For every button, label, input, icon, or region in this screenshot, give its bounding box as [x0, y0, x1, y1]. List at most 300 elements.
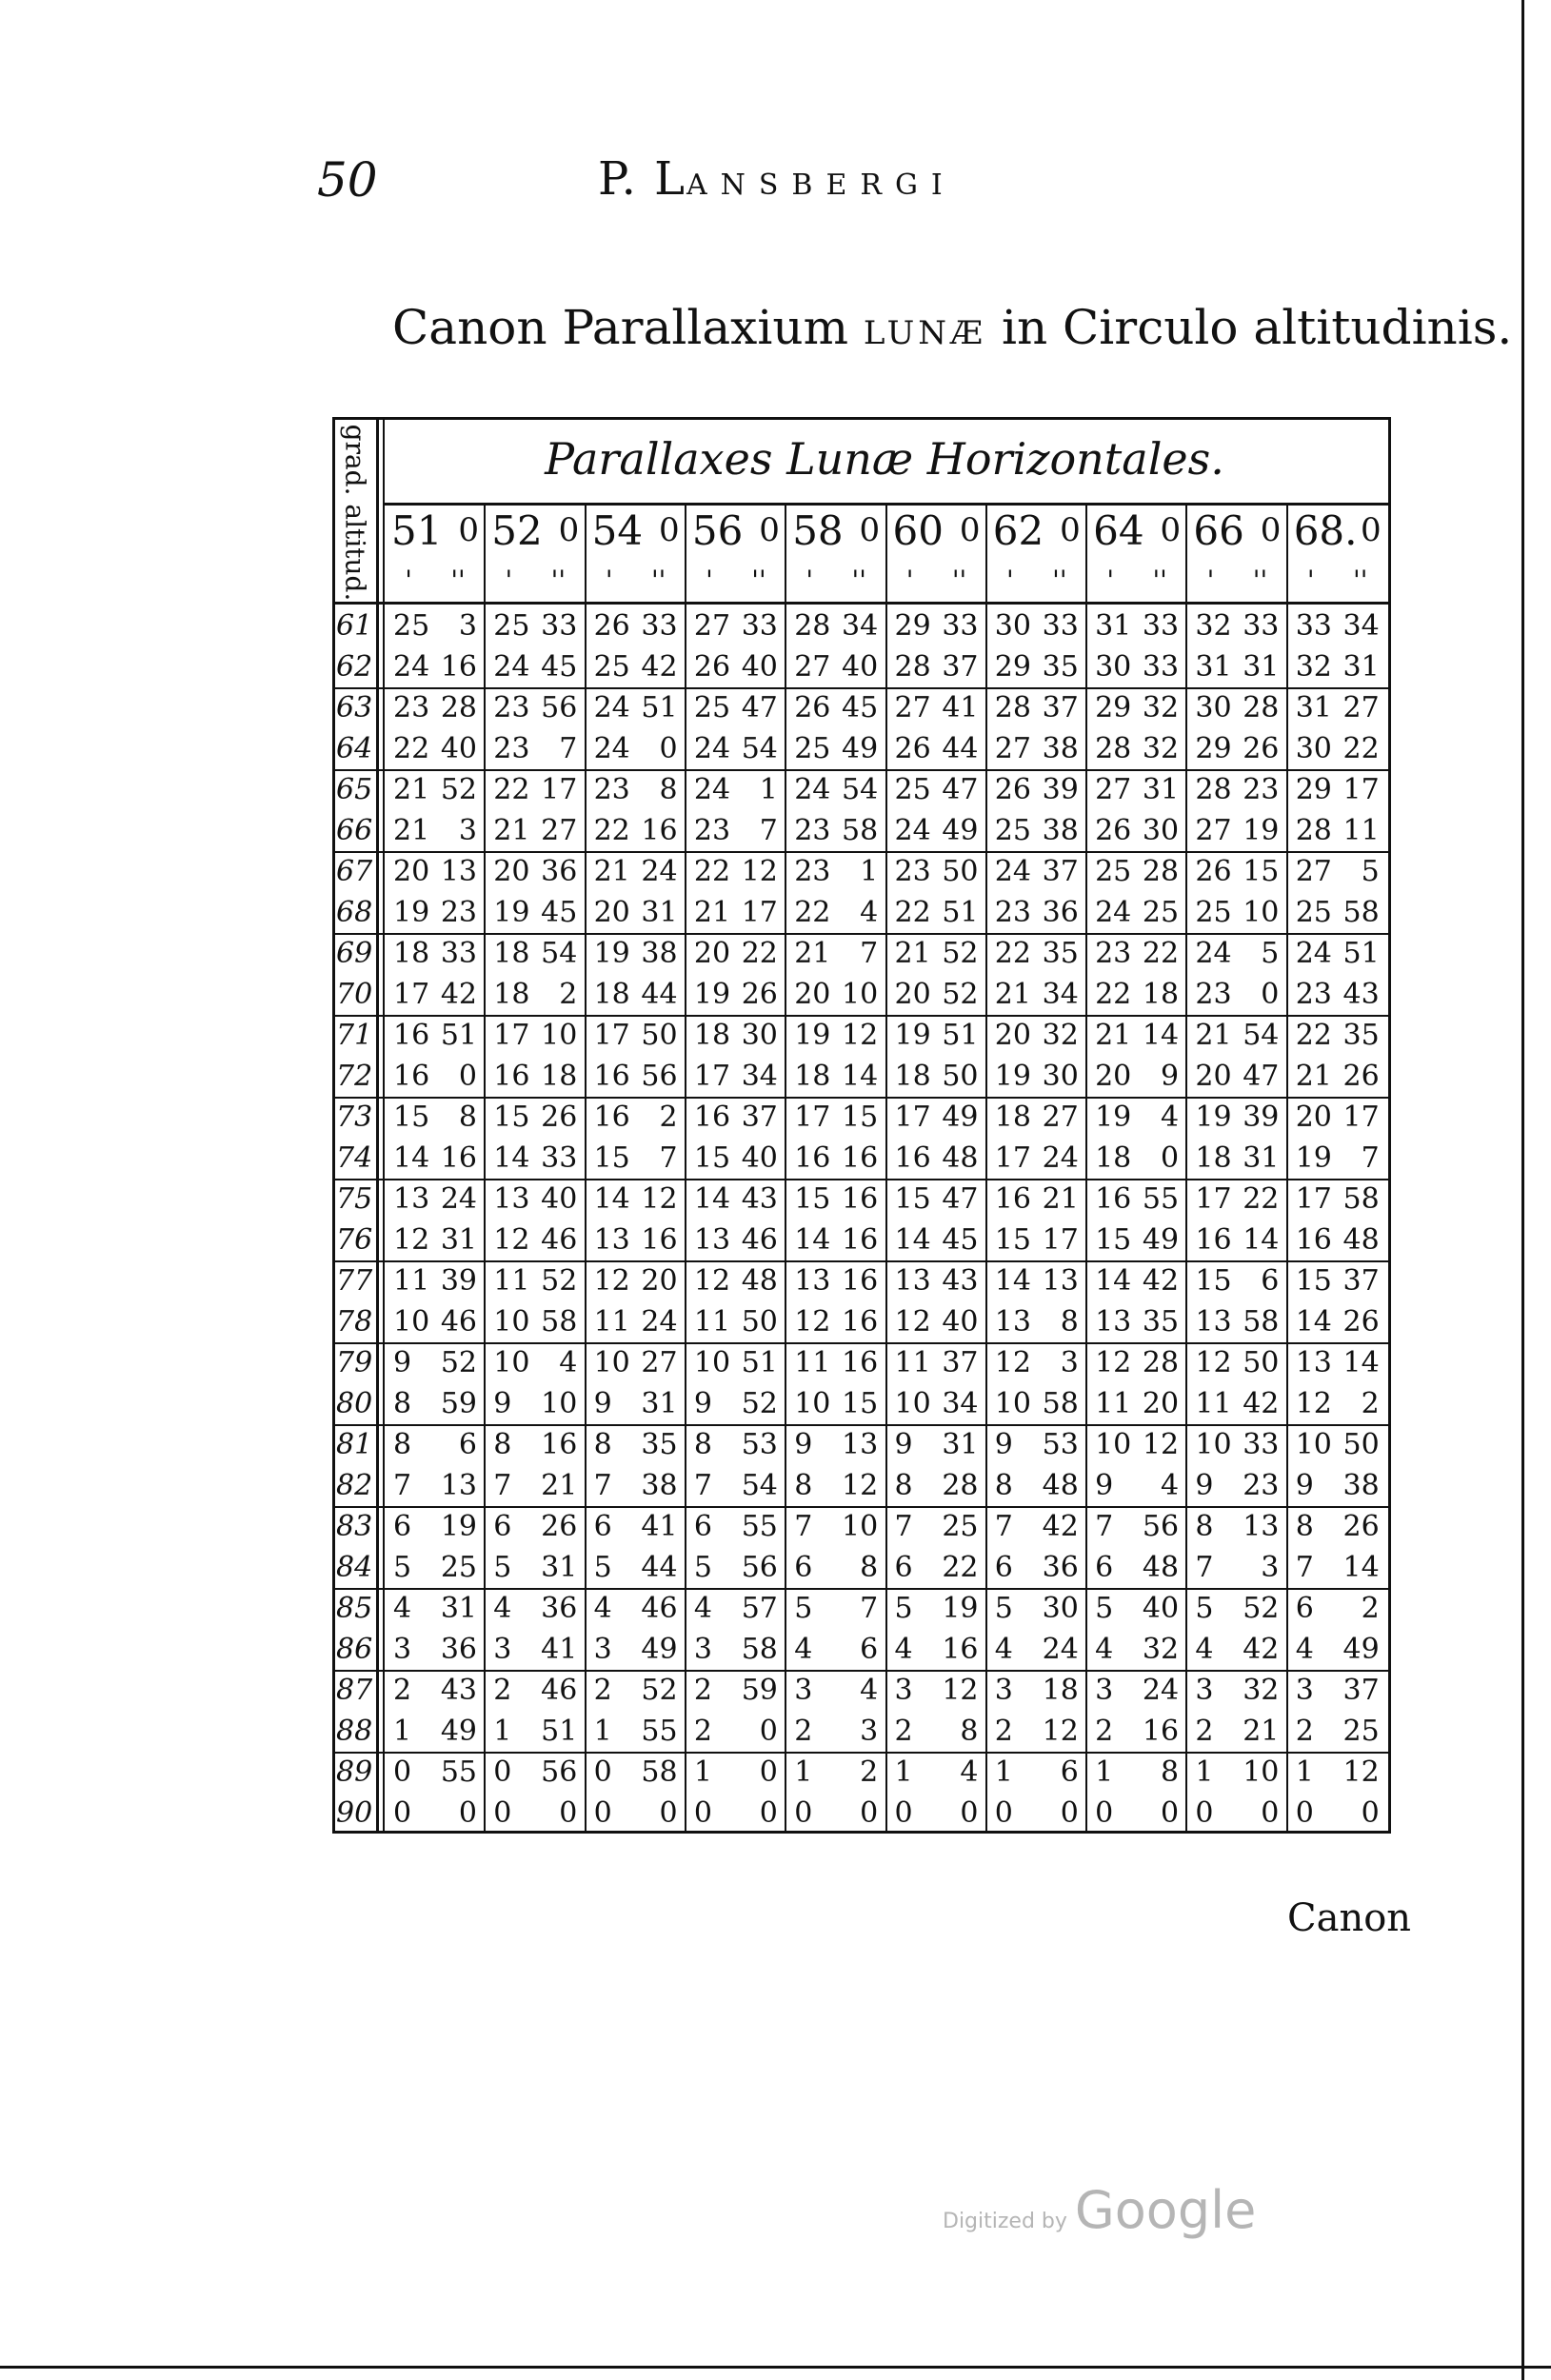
cell-seconds: 32 [1243, 1674, 1280, 1707]
altitude-label: 65 [336, 773, 373, 806]
cell-seconds: 26 [1342, 1060, 1380, 1093]
unit-minutes: ' [706, 565, 713, 596]
cell-seconds: 43 [942, 1264, 979, 1298]
cell-seconds: 10 [842, 1510, 879, 1543]
table-cell [587, 650, 686, 684]
table-cell [1187, 1141, 1286, 1176]
cell-seconds: 32 [1142, 691, 1180, 724]
cell-seconds: 24 [1142, 1674, 1180, 1707]
table-cell [686, 1510, 785, 1544]
table-cell [486, 937, 585, 971]
cell-minutes: 9 [493, 1387, 512, 1420]
cell-seconds: 35 [1142, 1305, 1180, 1339]
cell-seconds: 21 [541, 1469, 578, 1502]
table-cell [786, 1469, 885, 1503]
cell-minutes: 5 [794, 1592, 813, 1625]
cell-seconds: 39 [440, 1264, 477, 1298]
table-cell [786, 1592, 885, 1626]
table-cell [486, 1223, 585, 1258]
column-minutes: 0 [1361, 511, 1382, 549]
table-cell [587, 1182, 686, 1217]
cell-minutes: 23 [593, 773, 630, 806]
unit-minutes: ' [1106, 565, 1115, 596]
table-cell [1187, 1223, 1286, 1258]
altitude-label: 88 [336, 1715, 373, 1748]
cell-minutes: 16 [1195, 1223, 1232, 1257]
cell-seconds: 42 [1042, 1510, 1079, 1543]
cell-minutes: 11 [1095, 1387, 1132, 1420]
table-cell [386, 732, 485, 766]
table-cell [486, 1264, 585, 1299]
cell-minutes: 16 [994, 1182, 1031, 1216]
column-minutes: 0 [859, 511, 881, 549]
cell-minutes: 20 [1195, 1060, 1232, 1093]
table-cell [1187, 896, 1286, 930]
table-cell [1288, 1592, 1387, 1626]
cell-minutes: 23 [894, 855, 931, 888]
cell-minutes: 14 [794, 1223, 831, 1257]
cell-seconds: 48 [1042, 1469, 1079, 1502]
cell-seconds: 34 [842, 609, 879, 643]
cell-minutes: 5 [894, 1592, 913, 1625]
cell-minutes: 18 [493, 978, 530, 1011]
table-cell [1288, 1346, 1387, 1380]
altitude-label: 63 [336, 691, 373, 724]
cell-minutes: 22 [1295, 1019, 1332, 1052]
cell-seconds: 25 [440, 1551, 477, 1584]
table-cell [1087, 1264, 1186, 1299]
cell-minutes: 20 [894, 978, 931, 1011]
table-cell [486, 1182, 585, 1217]
table-cell [1087, 978, 1186, 1012]
cell-seconds: 40 [440, 732, 477, 765]
table-cell [386, 1060, 485, 1094]
cell-minutes: 19 [693, 978, 731, 1011]
table-cell [587, 1551, 686, 1585]
cell-seconds: 48 [741, 1264, 778, 1298]
table-cell [386, 1674, 485, 1708]
cell-seconds: 54 [842, 773, 879, 806]
table-cell [1288, 1101, 1387, 1135]
cell-minutes: 6 [393, 1510, 412, 1543]
cell-minutes: 26 [593, 609, 630, 643]
altitude-label: 89 [336, 1755, 373, 1789]
table-cell [386, 1264, 485, 1299]
cell-minutes: 1 [693, 1755, 712, 1789]
cell-seconds: 28 [942, 1469, 979, 1502]
cell-seconds: 37 [942, 650, 979, 684]
cell-seconds: 14 [842, 1060, 879, 1093]
table-cell [1087, 773, 1186, 807]
cell-seconds: 40 [541, 1182, 578, 1216]
table-cell [887, 1428, 986, 1462]
cell-minutes: 8 [593, 1428, 612, 1461]
cell-minutes: 23 [493, 732, 530, 765]
title-part1: Canon Parallaxium [392, 300, 848, 355]
cell-minutes: 12 [1295, 1387, 1332, 1420]
table-cell [1288, 1141, 1387, 1176]
table-cell [987, 1019, 1086, 1053]
table-cell [486, 814, 585, 848]
table-cell [1187, 1428, 1286, 1462]
cell-minutes: 24 [593, 732, 630, 765]
unit-minutes: ' [1206, 565, 1215, 596]
table-cell [386, 855, 485, 889]
cell-minutes: 8 [794, 1469, 813, 1502]
cell-minutes: 12 [1195, 1346, 1232, 1379]
table-cell [686, 1019, 785, 1053]
column-degrees: 58 [792, 506, 844, 554]
table-cell [486, 896, 585, 930]
cell-seconds: 6 [860, 1633, 879, 1666]
altitude-label: 85 [336, 1592, 373, 1625]
cell-minutes: 16 [894, 1141, 931, 1175]
table-cell [386, 650, 485, 684]
altitude-label: 80 [336, 1387, 373, 1420]
cell-minutes: 13 [593, 1223, 630, 1257]
table-cell [587, 937, 686, 971]
cell-seconds: 32 [1042, 1019, 1079, 1052]
cell-minutes: 4 [593, 1592, 612, 1625]
cell-seconds: 46 [741, 1223, 778, 1257]
cell-minutes: 4 [1095, 1633, 1114, 1666]
cell-minutes: 23 [794, 814, 831, 847]
cell-minutes: 9 [994, 1428, 1013, 1461]
table-cell [486, 1141, 585, 1176]
cell-seconds: 13 [440, 855, 477, 888]
cell-minutes: 9 [693, 1387, 712, 1420]
cell-seconds: 0 [1261, 1796, 1280, 1830]
cell-seconds: 31 [440, 1592, 477, 1625]
cell-minutes: 31 [1195, 650, 1232, 684]
table-cell [686, 691, 785, 725]
table-cell [887, 1019, 986, 1053]
table-cell [686, 1633, 785, 1667]
cell-minutes: 19 [593, 937, 630, 970]
side-divider [376, 417, 379, 1834]
cell-seconds: 58 [741, 1633, 778, 1666]
table-cell [1288, 1755, 1387, 1790]
cell-minutes: 4 [794, 1633, 813, 1666]
table-cell [686, 1141, 785, 1176]
unit-seconds: '' [450, 565, 466, 596]
cell-minutes: 19 [493, 896, 530, 929]
table-cell [1288, 1469, 1387, 1503]
table-cell [386, 773, 485, 807]
table-cell [1087, 609, 1186, 644]
table-cell [786, 609, 885, 644]
row-group-rule [334, 1097, 1388, 1099]
cell-minutes: 18 [994, 1101, 1031, 1134]
table-cell [686, 1551, 785, 1585]
table-cell [987, 855, 1086, 889]
altitude-label: 74 [336, 1141, 373, 1175]
cell-minutes: 6 [994, 1551, 1013, 1584]
table-cell [686, 773, 785, 807]
cell-minutes: 21 [894, 937, 931, 970]
column-degrees: 66 [1193, 506, 1244, 554]
cell-seconds: 4 [860, 896, 879, 929]
cell-seconds: 7 [1361, 1141, 1380, 1175]
cell-seconds: 59 [741, 1674, 778, 1707]
unit-minutes: ' [1006, 565, 1014, 596]
cell-seconds: 50 [942, 855, 979, 888]
cell-minutes: 21 [1295, 1060, 1332, 1093]
cell-minutes: 24 [894, 814, 931, 847]
cell-minutes: 1 [1195, 1755, 1214, 1789]
table-cell [1187, 732, 1286, 766]
table-cell [786, 732, 885, 766]
table-cell [1288, 937, 1387, 971]
cell-minutes: 15 [794, 1182, 831, 1216]
cell-minutes: 19 [1095, 1101, 1132, 1134]
unit-seconds: '' [550, 565, 567, 596]
table-cell [587, 1428, 686, 1462]
cell-seconds: 13 [440, 1469, 477, 1502]
cell-minutes: 7 [994, 1510, 1013, 1543]
table-cell [686, 855, 785, 889]
cell-seconds: 53 [741, 1428, 778, 1461]
cell-seconds: 34 [1042, 978, 1079, 1011]
cell-minutes: 22 [393, 732, 430, 765]
cell-minutes: 25 [493, 609, 530, 643]
altitude-label: 73 [336, 1101, 373, 1134]
cell-minutes: 4 [894, 1633, 913, 1666]
table-cell [1288, 978, 1387, 1012]
cell-minutes: 0 [994, 1796, 1013, 1830]
cell-minutes: 8 [393, 1428, 412, 1461]
cell-seconds: 50 [942, 1060, 979, 1093]
table-cell [1087, 1796, 1186, 1831]
table-cell [987, 1469, 1086, 1503]
cell-minutes: 24 [1195, 937, 1232, 970]
table-cell [786, 1715, 885, 1749]
side-divider-inner [383, 417, 385, 1834]
cell-minutes: 15 [693, 1141, 731, 1175]
table-cell [786, 1141, 885, 1176]
cell-seconds: 46 [641, 1592, 678, 1625]
page-edge-bottom [0, 2366, 1551, 2369]
cell-minutes: 24 [693, 732, 731, 765]
cell-minutes: 25 [593, 650, 630, 684]
cell-minutes: 18 [693, 1019, 731, 1052]
table-cell [1187, 609, 1286, 644]
table-cell [1187, 1715, 1286, 1749]
cell-minutes: 8 [994, 1469, 1013, 1502]
table-cell [486, 1715, 585, 1749]
altitude-label: 67 [336, 855, 373, 888]
column-degrees: 52 [491, 506, 543, 554]
cell-seconds: 8 [960, 1715, 979, 1748]
cell-seconds: 16 [641, 814, 678, 847]
cell-seconds: 49 [942, 1101, 979, 1134]
cell-minutes: 2 [1095, 1715, 1114, 1748]
table-cell [686, 732, 785, 766]
cell-minutes: 0 [1295, 1796, 1314, 1830]
table-cell [587, 1223, 686, 1258]
cell-minutes: 20 [393, 855, 430, 888]
row-group-rule [334, 933, 1388, 935]
cell-seconds: 28 [1243, 691, 1280, 724]
cell-minutes: 21 [593, 855, 630, 888]
table-cell [1087, 1510, 1186, 1544]
table-cell [1187, 650, 1286, 684]
cell-seconds: 8 [860, 1551, 879, 1584]
table-cell [987, 1223, 1086, 1258]
cell-minutes: 7 [393, 1469, 412, 1502]
table-cell [987, 1755, 1086, 1790]
table-cell [786, 1633, 885, 1667]
cell-seconds: 12 [1042, 1715, 1079, 1748]
cell-seconds: 42 [440, 978, 477, 1011]
watermark-brand: Google [1074, 2180, 1257, 2240]
cell-seconds: 26 [541, 1510, 578, 1543]
cell-seconds: 12 [842, 1019, 879, 1052]
cell-minutes: 22 [994, 937, 1031, 970]
cell-seconds: 23 [1243, 773, 1280, 806]
table-cell [486, 1346, 585, 1380]
cell-seconds: 16 [842, 1305, 879, 1339]
table-cell [987, 937, 1086, 971]
column-minutes: 0 [658, 511, 680, 549]
cell-seconds: 17 [1042, 1223, 1079, 1257]
column-units [386, 565, 485, 596]
table-cell [887, 773, 986, 807]
table-cell [887, 732, 986, 766]
cell-seconds: 34 [1342, 609, 1380, 643]
cell-minutes: 3 [994, 1674, 1013, 1707]
cell-minutes: 3 [693, 1633, 712, 1666]
cell-minutes: 30 [1295, 732, 1332, 765]
column-degrees: 62 [992, 506, 1044, 554]
cell-minutes: 5 [1195, 1592, 1214, 1625]
table-cell [987, 1264, 1086, 1299]
table-cell [1087, 896, 1186, 930]
row-group-rule [334, 1506, 1388, 1508]
table-cell [1187, 1019, 1286, 1053]
table-cell [786, 1510, 885, 1544]
cell-seconds: 22 [942, 1551, 979, 1584]
table-cell [1187, 978, 1286, 1012]
cell-minutes: 3 [894, 1674, 913, 1707]
cell-minutes: 23 [693, 814, 731, 847]
cell-seconds: 27 [541, 814, 578, 847]
unit-seconds: '' [1052, 565, 1067, 596]
column-minutes: 0 [1260, 511, 1282, 549]
table-cell [386, 1469, 485, 1503]
table-cell [486, 609, 585, 644]
cell-minutes: 17 [393, 978, 430, 1011]
table-cell [1087, 1346, 1186, 1380]
cell-minutes: 26 [693, 650, 731, 684]
cell-seconds: 47 [741, 691, 778, 724]
cell-seconds: 35 [641, 1428, 678, 1461]
cell-minutes: 22 [693, 855, 731, 888]
cell-seconds: 33 [1142, 609, 1180, 643]
table-cell [786, 1387, 885, 1421]
cell-seconds: 58 [1243, 1305, 1280, 1339]
table-cell [1187, 1346, 1286, 1380]
cell-minutes: 29 [994, 650, 1031, 684]
cell-seconds: 57 [741, 1592, 778, 1625]
cell-minutes: 23 [794, 855, 831, 888]
table-cell [1288, 650, 1387, 684]
cell-minutes: 27 [1195, 814, 1232, 847]
cell-minutes: 27 [1295, 855, 1332, 888]
table-cell [1187, 1674, 1286, 1708]
cell-seconds: 4 [559, 1346, 578, 1379]
cell-minutes: 15 [1295, 1264, 1332, 1298]
table-cell [1288, 1796, 1387, 1831]
cell-minutes: 21 [393, 814, 430, 847]
table-cell [1288, 1264, 1387, 1299]
column-minutes: 0 [759, 511, 780, 549]
cell-minutes: 19 [1295, 1141, 1332, 1175]
cell-seconds: 8 [458, 1101, 477, 1134]
cell-seconds: 20 [1142, 1387, 1180, 1420]
cell-seconds: 16 [440, 650, 477, 684]
table-cell [1087, 1592, 1186, 1626]
cell-seconds: 7 [860, 1592, 879, 1625]
table-cell [786, 896, 885, 930]
cell-seconds: 12 [1342, 1755, 1380, 1789]
table-cell [786, 773, 885, 807]
unit-minutes: ' [1306, 565, 1315, 596]
cell-minutes: 28 [894, 650, 931, 684]
table-cell [887, 1551, 986, 1585]
cell-seconds: 51 [741, 1346, 778, 1379]
cell-minutes: 16 [393, 1060, 430, 1093]
column-header [386, 507, 485, 553]
cell-seconds: 10 [1243, 1755, 1280, 1789]
row-group-rule [334, 1752, 1388, 1754]
cell-minutes: 16 [1295, 1223, 1332, 1257]
row-group-rule [334, 851, 1388, 853]
unit-minutes: ' [905, 565, 914, 596]
cell-seconds: 44 [641, 1551, 678, 1584]
cell-minutes: 17 [994, 1141, 1031, 1175]
cell-minutes: 31 [1295, 691, 1332, 724]
cell-seconds: 12 [1142, 1428, 1180, 1461]
cell-minutes: 19 [794, 1019, 831, 1052]
column-header [1187, 507, 1286, 553]
column-minutes: 0 [558, 511, 580, 549]
cell-minutes: 18 [593, 978, 630, 1011]
cell-minutes: 11 [493, 1264, 530, 1298]
column-units [987, 565, 1086, 596]
cell-seconds: 58 [541, 1305, 578, 1339]
table-cell [686, 1182, 785, 1217]
table-cell [1288, 896, 1387, 930]
cell-seconds: 45 [942, 1223, 979, 1257]
table-cell [587, 1469, 686, 1503]
table-cell [887, 1755, 986, 1790]
cell-seconds: 0 [458, 1060, 477, 1093]
cell-seconds: 1 [860, 855, 879, 888]
table-cell [686, 1223, 785, 1258]
cell-minutes: 25 [393, 609, 430, 643]
table-cell [587, 814, 686, 848]
cell-seconds: 31 [641, 1387, 678, 1420]
table-cell [386, 1019, 485, 1053]
table-cell [987, 609, 1086, 644]
table-cell [686, 1060, 785, 1094]
table-cell [1288, 732, 1387, 766]
cell-minutes: 21 [1195, 1019, 1232, 1052]
cell-seconds: 33 [641, 609, 678, 643]
cell-seconds: 31 [1243, 650, 1280, 684]
cell-minutes: 24 [794, 773, 831, 806]
